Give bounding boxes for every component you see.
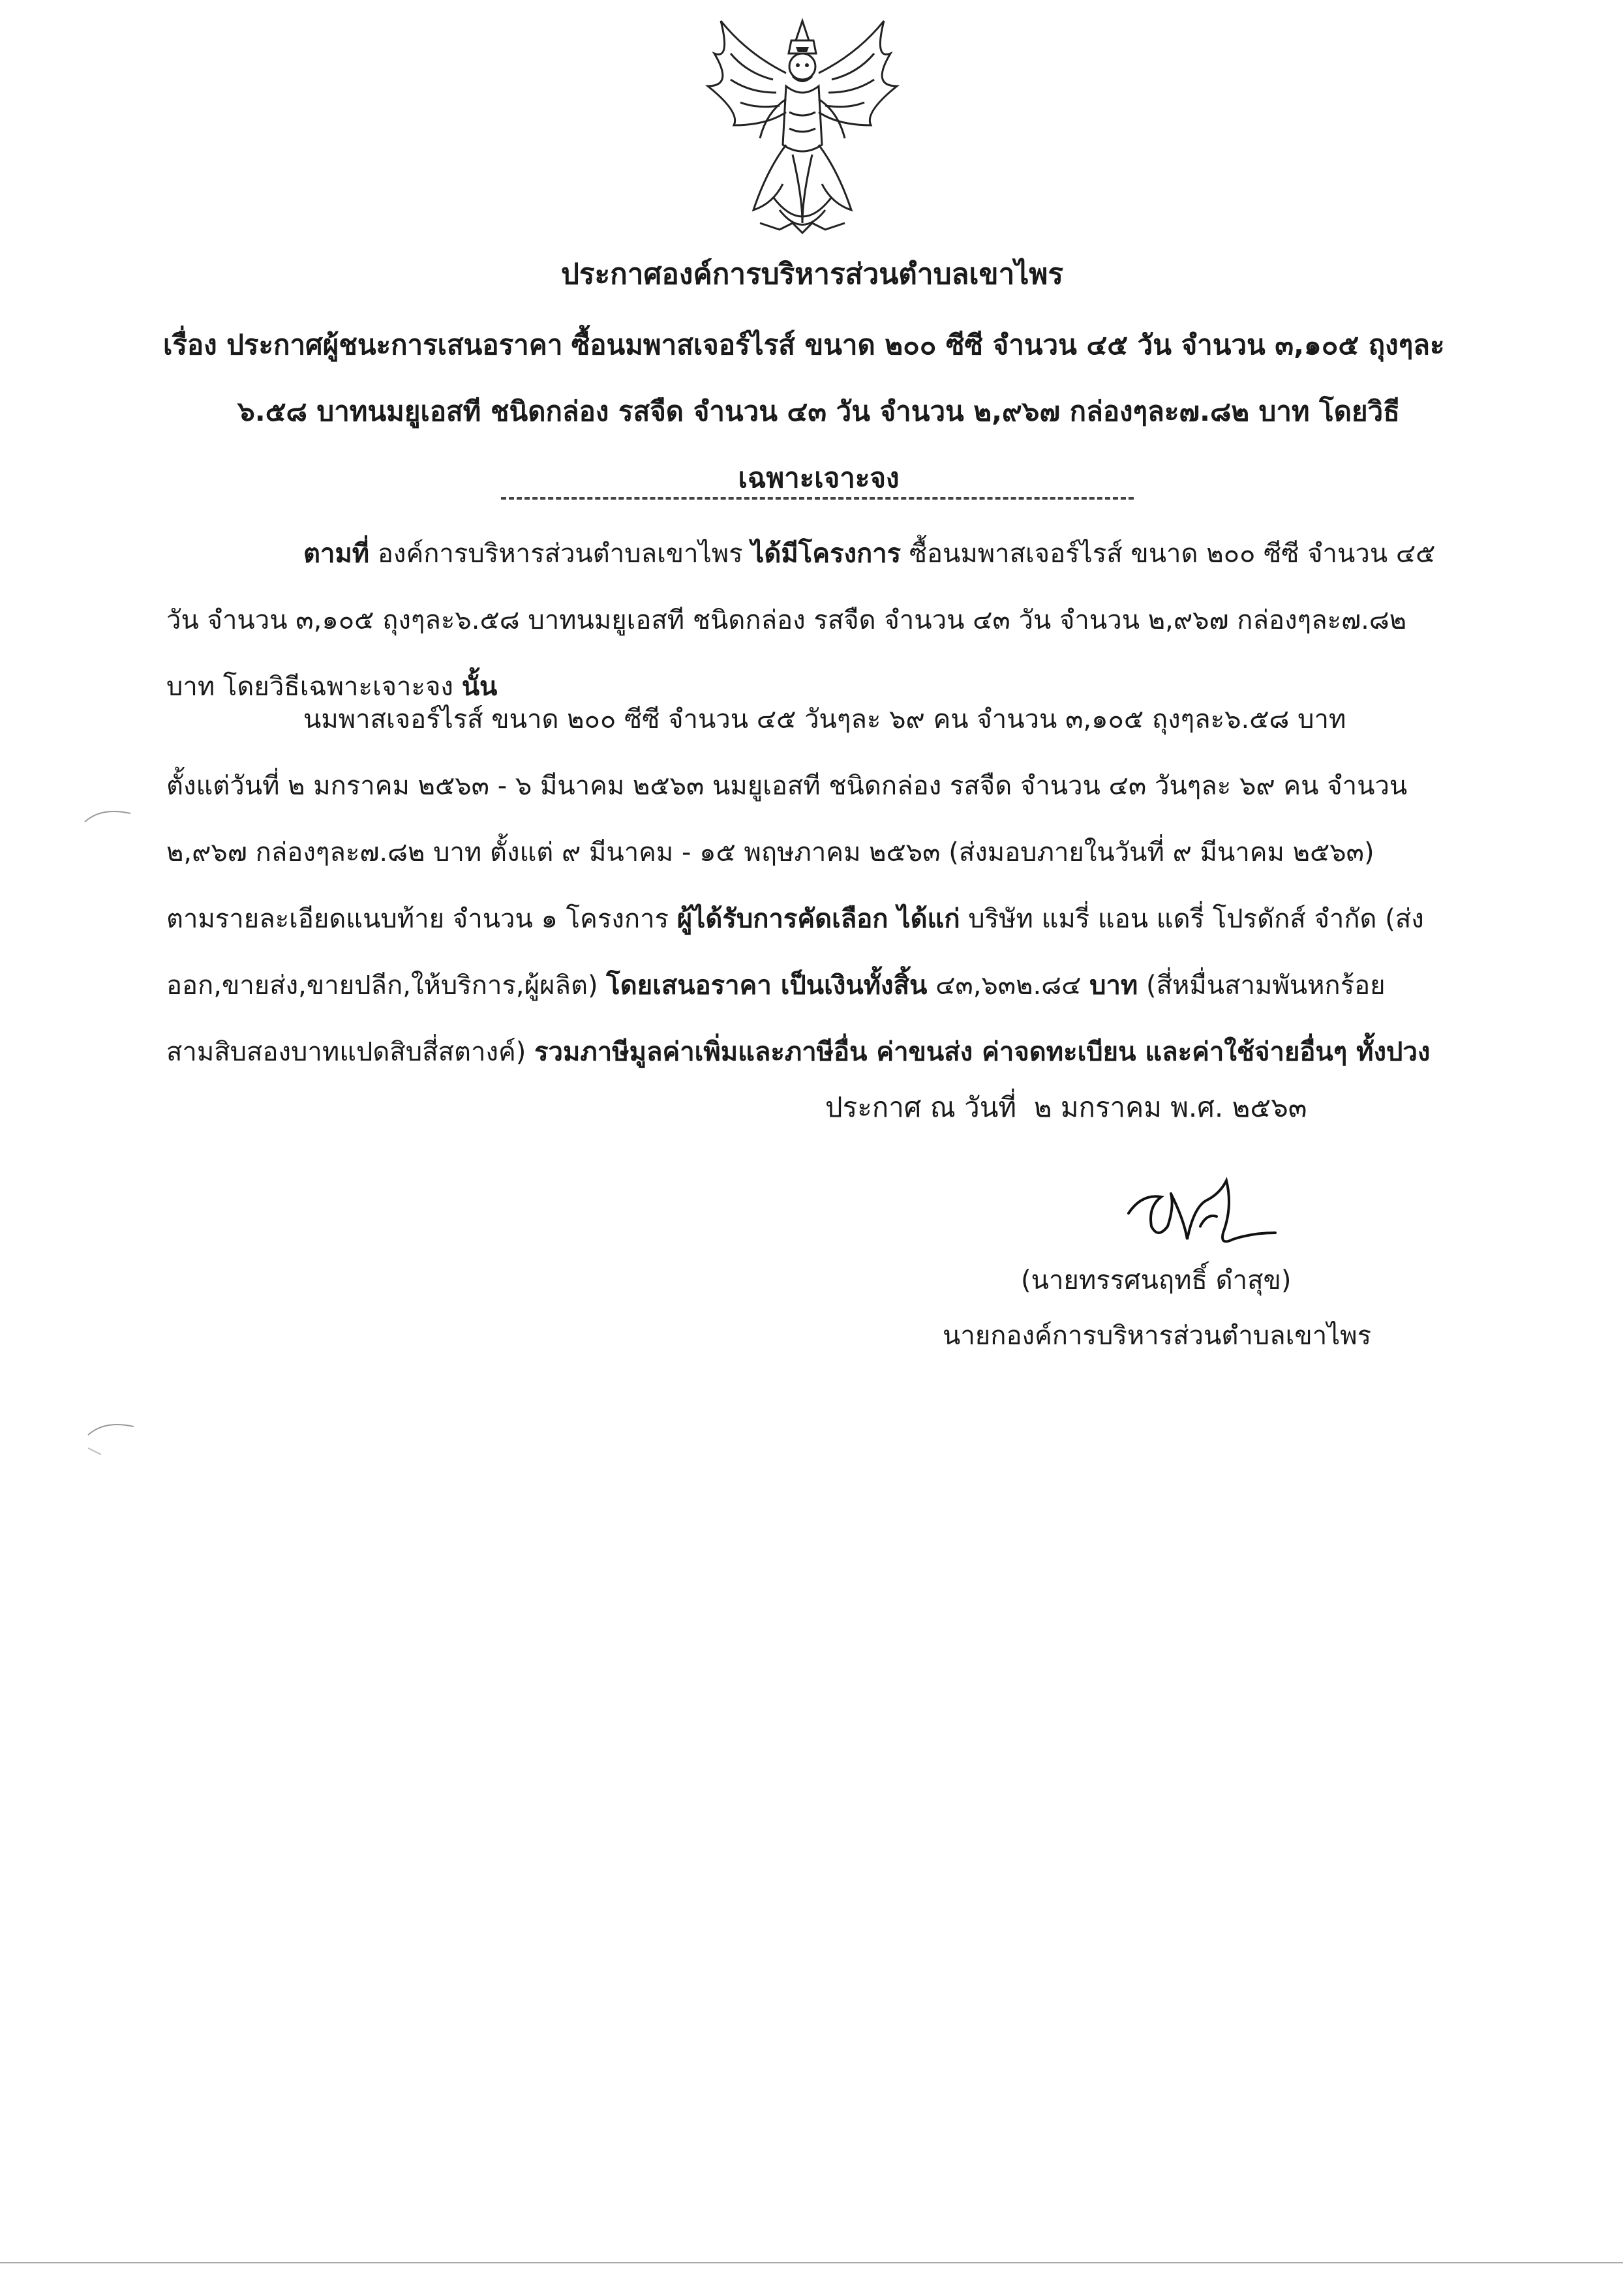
paragraph-2-line-5-a: ออก,ขายส่ง,ขายปลีก,ให้บริการ,ผู้ผลิต) xyxy=(166,971,607,1001)
paragraph-2 xyxy=(166,686,1471,1085)
subject-line-2 xyxy=(163,378,1474,445)
paragraph-2-line-5-baht: บาท xyxy=(1089,971,1138,1001)
paragraph-2-line-5-c: (สี่หมื่นสามพันหกร้อย xyxy=(1138,971,1386,1001)
date-value: ๒ มกราคม พ.ศ. ๒๕๖๓ xyxy=(1033,1091,1307,1123)
paragraph-2-line-5 xyxy=(166,952,1471,1019)
paragraph-2-line-6-a: สามสิบสองบาทแปดสิบสี่สตางค์) xyxy=(166,1037,535,1067)
signer-name: (นายทรรศนฤทธิ์ ดำสุข) xyxy=(1021,1265,1292,1295)
paragraph-1-bold-b: ได้มีโครงการ xyxy=(751,539,902,569)
paragraph-1-part-a: องค์การบริหารส่วนตำบลเขาไพร xyxy=(369,539,751,569)
paragraph-2-line-4 xyxy=(166,886,1471,952)
scan-edge-line xyxy=(0,2262,1623,2263)
subject-line-1 xyxy=(163,312,1474,378)
paragraph-2-line-5-amount: ๔๓,๖๓๒.๘๔ xyxy=(927,971,1090,1001)
paragraph-1-lead: ตามที่ xyxy=(303,539,370,569)
subject-line-3-text: เฉพาะเจาะจง xyxy=(738,462,900,494)
subject-line-1-rest: ซื้อนมพาสเจอร์ไรส์ ขนาด ๒๐๐ ซีซี จำนวน ๔๕ วัน จำนวน ๓,๑๐๕ ถุงๆละ xyxy=(571,329,1445,361)
signer-title: นายกองค์การบริหารส่วนตำบลเขาไพร xyxy=(943,1321,1372,1351)
subject-block xyxy=(163,312,1474,511)
paragraph-1-line-1 xyxy=(166,521,1471,587)
scan-punch-mark xyxy=(85,1419,137,1460)
scan-punch-mark xyxy=(82,806,134,828)
paragraph-1-line-2: วัน จำนวน ๓,๑๐๕ ถุงๆละ๖.๕๘ บาทนมยูเอสที ชนิดกล่อง รสจืด จำนวน ๔๓ วัน จำนวน ๒,๙๖๗ กล่องๆละ๗.๘๒ xyxy=(166,605,1407,635)
subject-line-2-text: ๖.๕๘ บาทนมยูเอสที ชนิดกล่อง รสจืด จำนวน ๔๓ วัน จำนวน ๒,๙๖๗ กล่องๆละ๗.๘๒ บาท โดยวิธี xyxy=(237,395,1400,427)
paragraph-2-line-4-bold: ผู้ได้รับการคัดเลือก ได้แก่ xyxy=(676,904,960,934)
paragraph-2-line-4-a: ตามรายละเอียดแนบท้าย จำนวน ๑ โครงการ xyxy=(166,904,677,934)
date-label: ประกาศ ณ วันที่ xyxy=(825,1091,1017,1123)
paragraph-2-line-3: ๒,๙๖๗ กล่องๆละ๗.๘๒ บาท ตั้งแต่ ๙ มีนาคม - ๑๕ พฤษภาคม ๒๕๖๓ (ส่งมอบภายในวันที่ ๙ มีนาคม ๒๕๖๓) xyxy=(166,838,1374,868)
paragraph-1-line-3-a: บาท โดยวิธีเฉพาะเจาะจง xyxy=(166,672,462,702)
paragraph-1-line-3-bold: นั้น xyxy=(461,672,498,702)
garuda-emblem-icon xyxy=(695,14,910,243)
document-org-title: ประกาศองค์การบริหารส่วนตำบลเขาไพร xyxy=(560,258,1064,291)
handwritten-signature xyxy=(1122,1168,1279,1259)
paragraph-2-line-4-b: บริษัท แมรี่ แอน แดรี่ โปรดักส์ จำกัด (ส่ง xyxy=(960,904,1424,934)
announcement-date xyxy=(825,1086,1307,1129)
dashed-divider xyxy=(501,497,1134,500)
subject-label: เรื่อง ประกาศผู้ชนะการเสนอราคา xyxy=(163,329,563,361)
subject-line-3 xyxy=(163,445,1474,511)
paragraph-2-line-5-bold: โดยเสนอราคา เป็นเงินทั้งสิ้น xyxy=(606,971,928,1001)
paragraph-2-line-2: ตั้งแต่วันที่ ๒ มกราคม ๒๕๖๓ - ๖ มีนาคม ๒๕๖๓ นมยูเอสที ชนิดกล่อง รสจืด จำนวน ๔๓ วันๆละ ๖๙ คน จำนวน xyxy=(166,771,1408,801)
paragraph-1-part-c: ซื้อนมพาสเจอร์ไรส์ ขนาด ๒๐๐ ซีซี จำนวน ๔๕ xyxy=(901,539,1436,569)
paragraph-2-line-6 xyxy=(166,1019,1471,1085)
paragraph-2-line-6-bold: รวมภาษีมูลค่าเพิ่มและภาษีอื่น ค่าขนส่ง ค่าจดทะเบียน และค่าใช้จ่ายอื่นๆ ทั้งปวง xyxy=(534,1037,1431,1067)
paragraph-2-line-1: นมพาสเจอร์ไรส์ ขนาด ๒๐๐ ซีซี จำนวน ๔๕ วันๆละ ๖๙ คน จำนวน ๓,๑๐๕ ถุงๆละ๖.๕๘ บาท xyxy=(303,704,1346,734)
